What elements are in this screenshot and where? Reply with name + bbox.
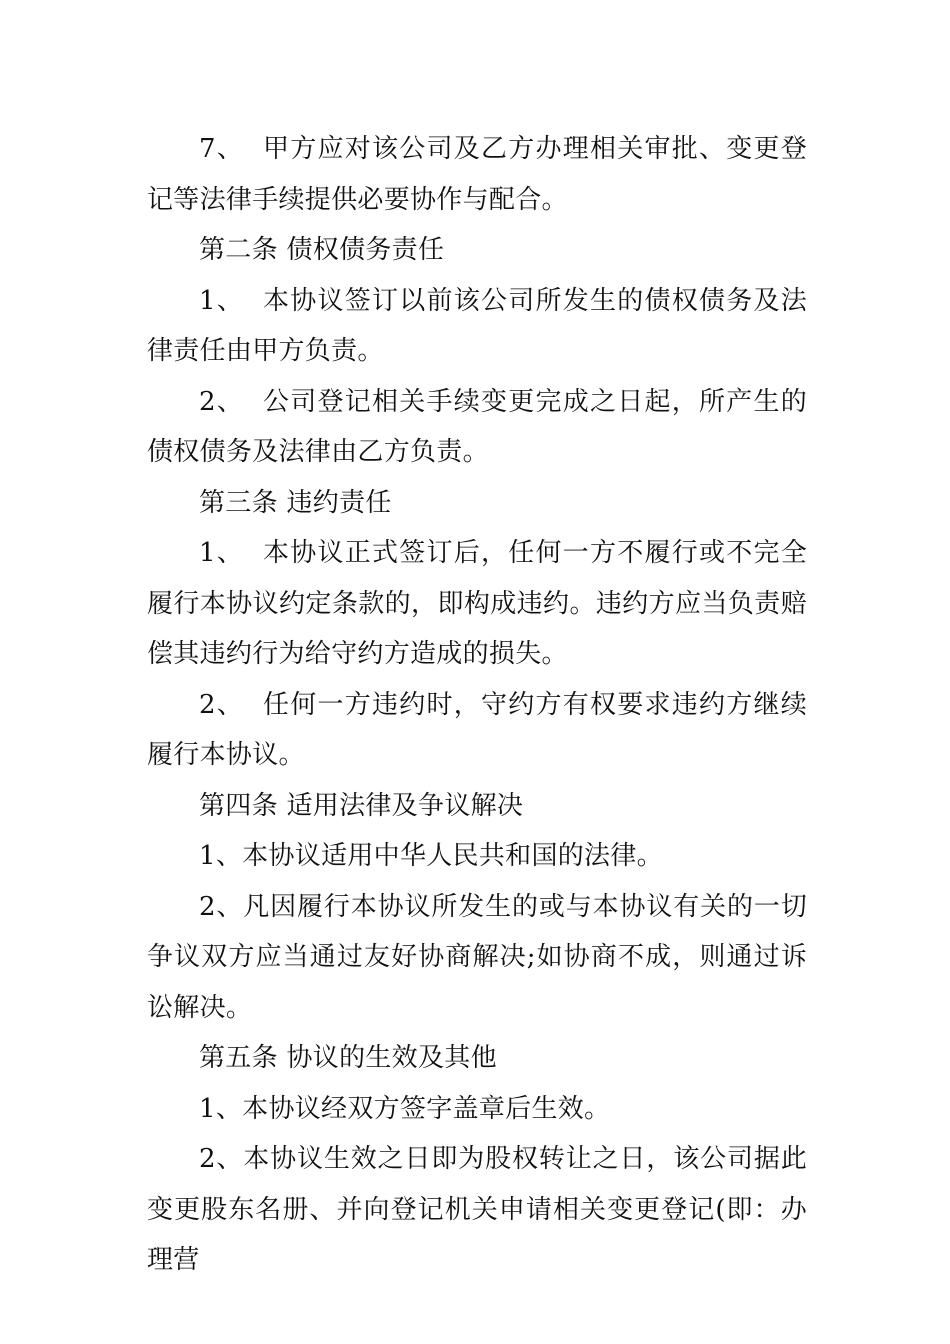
article-2-heading: 第二条 债权债务责任: [199, 235, 445, 265]
article-3-item-1: 1、 本协议正式签订后，任何一方不履行或不完全履行本协议约定条款的，即构成违约。违约方应当负责赔偿其违约行为给守约方造成的损失。: [147, 538, 807, 669]
article-4-item-2: 2、凡因履行本协议所发生的或与本协议有关的一切争议双方应当通过友好协商解决;如协商不成，则通过诉讼解决。: [147, 891, 807, 1023]
document-page: [147, 124, 807, 1286]
article-4-heading: 第四条 适用法律及争议解决: [199, 790, 524, 821]
article-5-item-2: 2、本协议生效之日即为股权转让之日，该公司据此变更股东名册、并向登记机关申请相关变更登记(即：办理营: [147, 1144, 807, 1275]
article-2-item-2: 2、 公司登记相关手续变更完成之日起，所产生的债权债务及法律由乙方负责。: [147, 386, 807, 467]
article-2-item-1: 1、 本协议签订以前该公司所发生的债权债务及法律责任由甲方负责。: [147, 285, 807, 366]
article-5-heading: 第五条 协议的生效及其他: [199, 1043, 497, 1073]
article-3-heading: 第三条 违约责任: [199, 487, 392, 518]
article-5-item-1: 1、本协议经双方签字盖章后生效。: [199, 1093, 611, 1124]
article-3-item-2: 2、 任何一方违约时，守约方有权要求违约方继续履行本协议。: [147, 689, 807, 770]
article-4-item-1: 1、本协议适用中华人民共和国的法律。: [199, 841, 663, 871]
clause-7-paragraph: 7、 甲方应对该公司及乙方办理相关审批、变更登记等法律手续提供必要协作与配合。: [147, 134, 807, 215]
